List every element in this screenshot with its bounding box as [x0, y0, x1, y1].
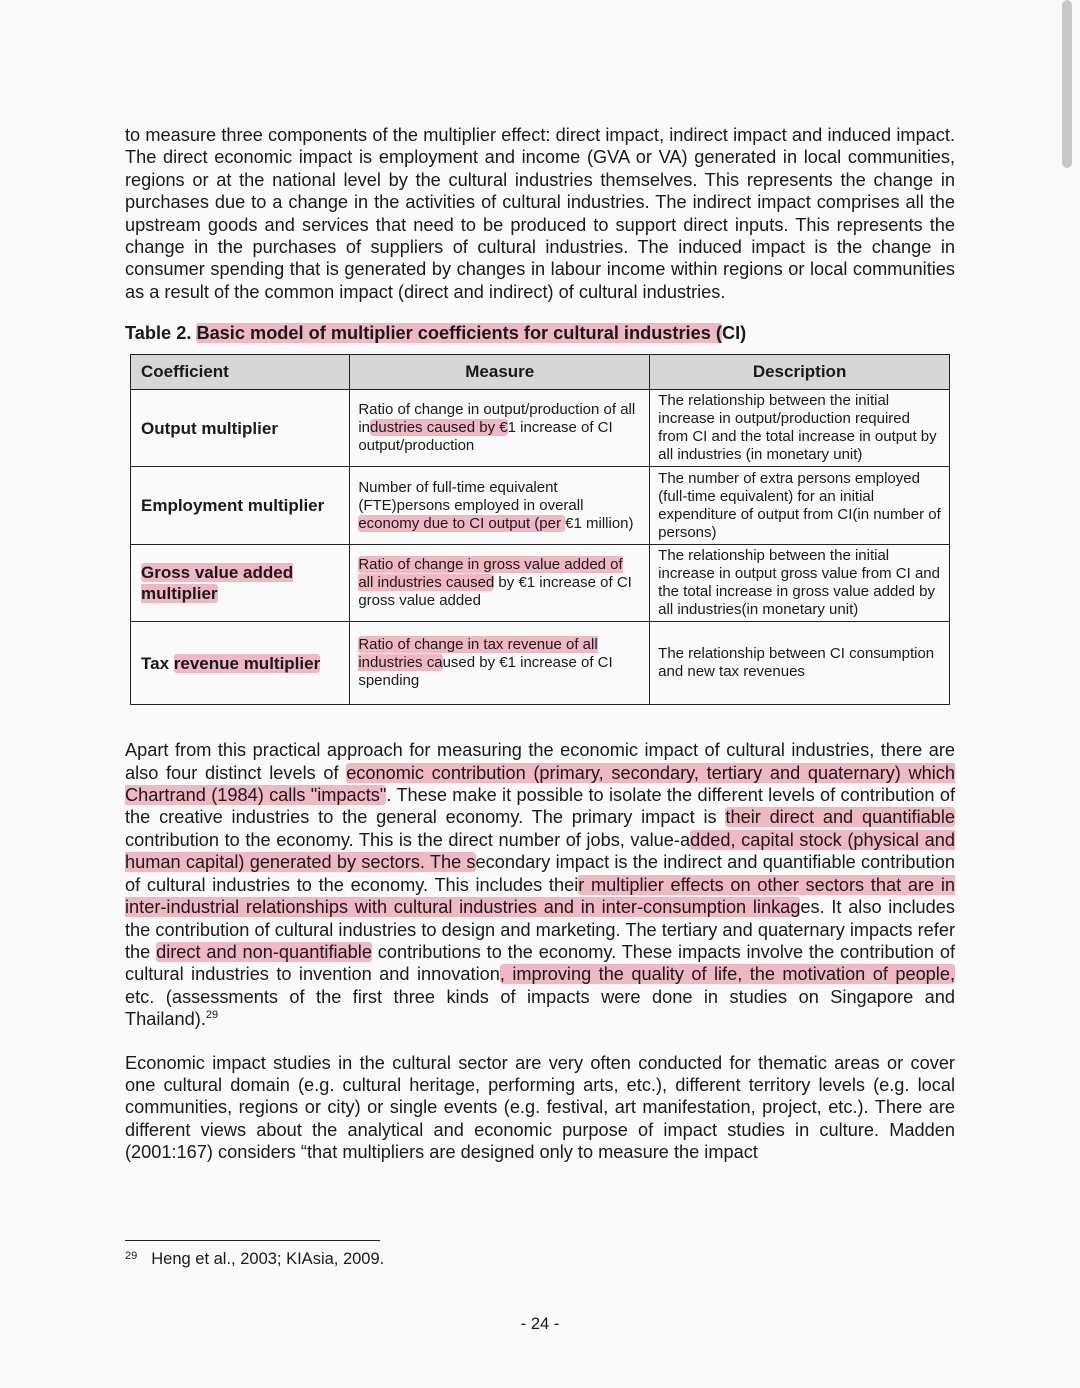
measure-output	[350, 390, 650, 467]
measure-highlight: dustries caused by €	[370, 419, 508, 437]
paragraph-impact-levels	[125, 739, 955, 1030]
text-run: etc. (assessments of the first three kinds of impacts were done in studies on Singapore and Thailand).	[125, 986, 955, 1030]
table-row	[131, 622, 950, 705]
highlight-run: r multiplier effects on other sectors that are in inter-industrial relationships with cultural industries and in inter-consumption linkag	[125, 874, 955, 918]
table-title-highlight: Basic model of multiplier coefficients for cultural industries (	[196, 323, 722, 344]
footnote	[125, 1250, 384, 1269]
measure-text: 1 increase of CI output/production	[358, 419, 613, 455]
footnote-number: 29	[125, 1250, 138, 1262]
multiplier-table	[130, 354, 950, 705]
coef-highlight: Gross value added multiplier	[141, 563, 294, 604]
coef-output: Output multiplier	[131, 390, 350, 467]
text-run: econdary impact is the indirect and quantifiable contribution of cultural industries to the economy. This includes thei	[125, 852, 955, 895]
header-measure: Measure	[350, 355, 650, 390]
header-description: Description	[650, 355, 950, 390]
highlight-run: direct and non-quantifiable	[156, 941, 372, 962]
measure-highlight: economy due to CI output (per	[358, 514, 566, 532]
table-title-prefix: Table 2.	[125, 323, 197, 344]
scrollbar-thumb[interactable]	[1062, 0, 1072, 168]
table-row	[131, 545, 950, 622]
measure-gva	[350, 545, 650, 622]
measure-text: Number of full-time equivalent (FTE)persons employed in overall	[358, 478, 584, 514]
table-title	[125, 323, 955, 344]
measure-highlight: Ratio of change in gross value added of all industries caused	[358, 556, 623, 592]
description-gva: The relationship between the initial increase in output gross value from CI and the total increase in gross value added by all industries(in monetary unit)	[650, 545, 950, 622]
table-row	[131, 390, 950, 467]
highlight-run: dded, capital stock (physical and human capital) generated by sectors. The s	[125, 829, 956, 873]
text-run: contributions to the economy. These impacts involve the contribution of cultural industries to invention and innovation	[125, 941, 955, 985]
paragraph-impact-studies: Economic impact studies in the cultural sector are very often conducted for thematic areas or cover one cultural domain (e.g. cultural heritage, performing arts, etc.), different territory levels (e.g. local communities, regions or city) or single events (e.g. festival, art manifestation, project, etc.). There are different views about the analytical and economic purpose of impact studies in culture. Madden (2001:167) considers “that multipliers are designed only to measure the impact	[125, 1052, 955, 1163]
text-run: contribution to the economy. This is the direct number of jobs, value-a	[125, 829, 691, 850]
measure-text: €1 million)	[565, 514, 634, 532]
highlight-run: their direct and quantifiable	[725, 807, 955, 828]
measure-text: used by €1 increase of CI spending	[358, 654, 613, 690]
footnote-divider	[125, 1240, 380, 1241]
coef-employment: Employment multiplier	[131, 467, 350, 545]
coef-tax	[131, 622, 350, 705]
header-coefficient: Coefficient	[131, 355, 350, 390]
description-output: The relationship between the initial increase in output/production required from CI and the total increase in output by all industries (in monetary unit)	[650, 390, 950, 467]
coef-gva	[131, 545, 350, 622]
text-run: es. It also includes the contribution of cultural industries to design and marketing. The tertiary and quaternary impacts refer the	[125, 897, 955, 962]
measure-text: by €1 increase of CI gross value added	[358, 574, 632, 610]
measure-tax	[350, 622, 650, 705]
footnote-ref[interactable]: 29	[205, 1009, 219, 1022]
paragraph-multiplier-components: to measure three components of the multiplier effect: direct impact, indirect impact and induced impact. The direct economic impact is employment and income (GVA or VA) generated in local communities, regions or at the national level by the cultural industries themselves. This represents the change in purchases due to a change in the activities of cultural industries. The indirect impact comprises all the upstream goods and services that need to be produced to support direct inputs. This represents the change in the purchases of suppliers of cultural industries. The induced impact is the change in consumer spending that is generated by changes in labour income within regions or local communities as a result of the common impact (direct and indirect) of cultural industries.	[125, 125, 955, 302]
page-number: - 24 -	[520, 1315, 560, 1333]
text-run: . These make it possible to isolate the different levels of contribution of the creative industries to the general economy. The primary impact is	[125, 785, 955, 828]
measure-employment	[350, 467, 650, 545]
measure-highlight: Ratio of change in tax revenue of all industries ca	[358, 636, 598, 672]
footnote-text: Heng et al., 2003; KIAsia, 2009.	[151, 1250, 385, 1268]
highlight-run: economic contribution (primary, secondary, tertiary and quaternary) which Chartrand (1984) calls "impacts"	[125, 762, 955, 806]
table-title-end: CI)	[721, 323, 747, 344]
table-header-row	[131, 355, 950, 390]
coef-highlight: revenue multiplier	[173, 653, 321, 673]
coef-prefix: Tax	[141, 653, 174, 673]
table-row	[131, 467, 950, 545]
description-employment: The number of extra persons employed (full-time equivalent) for an initial expenditure of output from CI(in number of persons)	[650, 467, 950, 545]
text-run: Apart from this practical approach for measuring the economic impact of cultural industries, there are also four distinct levels of	[125, 740, 955, 783]
description-tax: The relationship between CI consumption and new tax revenues	[650, 622, 950, 705]
highlight-run: , improving the quality of life, the motivation of people,	[499, 964, 956, 985]
measure-text: Ratio of change in output/production of all in	[358, 401, 636, 437]
document-page	[125, 124, 955, 1164]
